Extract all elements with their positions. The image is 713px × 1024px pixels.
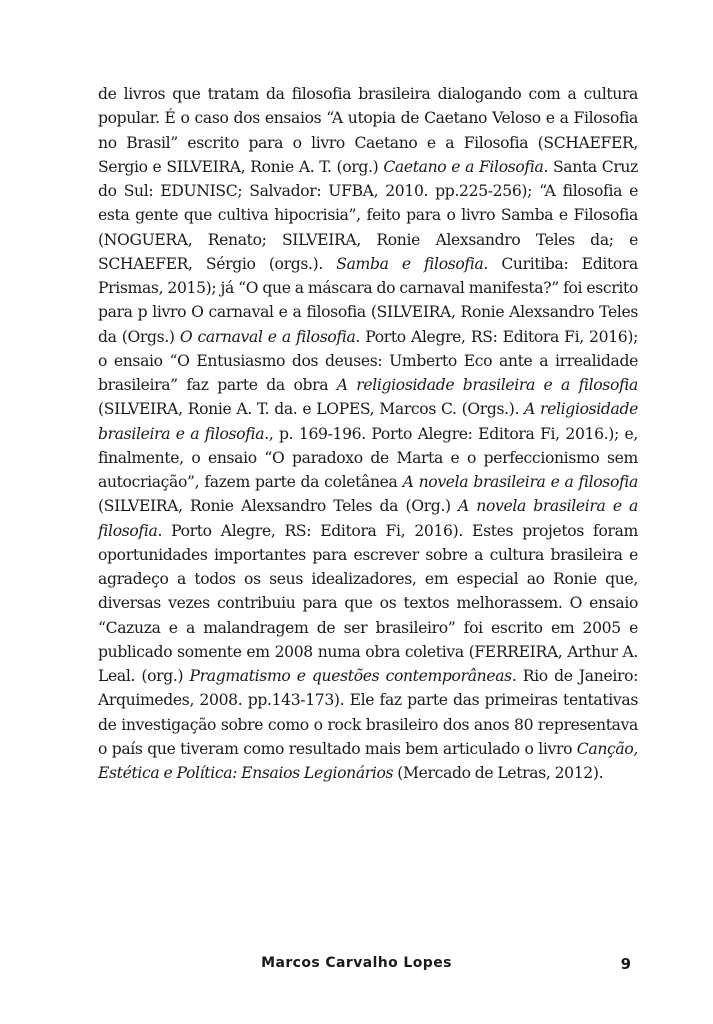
- text-run: (SILVEIRA, Ronie A. T. da. e LOPES, Marcos C. (Orgs.).: [98, 400, 525, 419]
- text-run: . Rio de Janeiro: Arquimedes, 2008. pp.143-173). Ele faz parte das primeiras tentativas de investigação sobre como o rock brasileiro dos anos 80 representava o país que tiveram como resultado mais bem articulado o livro: [98, 667, 639, 758]
- text-run: . Curitiba: Editora Prismas, 2015); já “O que a máscara do carnaval manifesta?” foi escrito para p livro O carnaval e a filosofia (SILVEIRA, Ronie Alexsandro Teles da (Orgs.): [98, 254, 638, 346]
- italic-title: Pragmatismo e questões contemporâneas: [189, 667, 512, 685]
- italic-title: O carnaval e a filosofia: [179, 327, 356, 346]
- italic-title: A religiosidade brasileira e a filosofia: [98, 400, 638, 443]
- text-run: . Porto Alegre, RS: Editora Fi, 2016). Estes projetos foram oportunidades importantes para escrever sobre a cultura brasileira e agradeço a todos os seus idealizadores, em especial ao Ronie que, diversas vezes contribuiu para que os textos melhorassem. O ensaio “Cazuza e a malandragem de ser brasileiro” foi escrito em 2005 e publicado somente em 2008 numa obra coletiva (FERREIRA, Arthur A. Leal. (org.): [98, 521, 638, 685]
- running-footer-author: Marcos Carvalho Lopes: [261, 955, 452, 971]
- italic-title: Caetano e a Filosofia: [383, 157, 544, 176]
- body-paragraph: [98, 82, 638, 785]
- italic-title: Canção, Estética e Política: Ensaios Legionários: [98, 739, 638, 782]
- text-run: . Santa Cruz do Sul: EDUNISC; Salvador: UFBA, 2010. pp.225-256); “A filosofia e esta gente que cultiva hipocrisia”, feito para o livro Samba e Filosofia (NOGUERA, Renato; SILVEIRA, Ronie Alexsandro Teles da; e SCHAEFER, Sérgio (orgs.).: [98, 157, 638, 273]
- italic-title: Samba e filosofia: [336, 254, 484, 273]
- italic-title: A novela brasileira e a filosofia: [402, 473, 638, 491]
- text-run: (Mercado de Letras, 2012).: [393, 764, 604, 782]
- text-run: (SILVEIRA, Ronie Alexsandro Teles da (Org.): [98, 497, 459, 516]
- text-run: ., p. 169-196. Porto Alegre: Editora Fi, 2016.); e, finalmente, o ensaio “O paradoxo de Marta e o perfeccionismo sem autocriação”, fazem parte da coletânea: [98, 424, 638, 491]
- text-run: de livros que tratam da filosofia brasileira dialogando com a cultura popular. É o caso dos ensaios “A utopia de Caetano Veloso e a Filosofia no Brasil” escrito para o livro Caetano e a Filosofia (SCHAEFER, Sergio e SILVEIRA, Ronie A. T. (org.): [98, 85, 638, 176]
- page-number: 9: [620, 955, 631, 973]
- italic-title: A religiosidade brasileira e a filosofia: [336, 376, 638, 394]
- italic-title: A novela brasileira e a filosofia: [98, 497, 638, 540]
- text-run: . Porto Alegre, RS: Editora Fi, 2016); o ensaio “O Entusiasmo dos deuses: Umberto Eco ante a irrealidade brasileira” faz parte da obra: [98, 327, 638, 394]
